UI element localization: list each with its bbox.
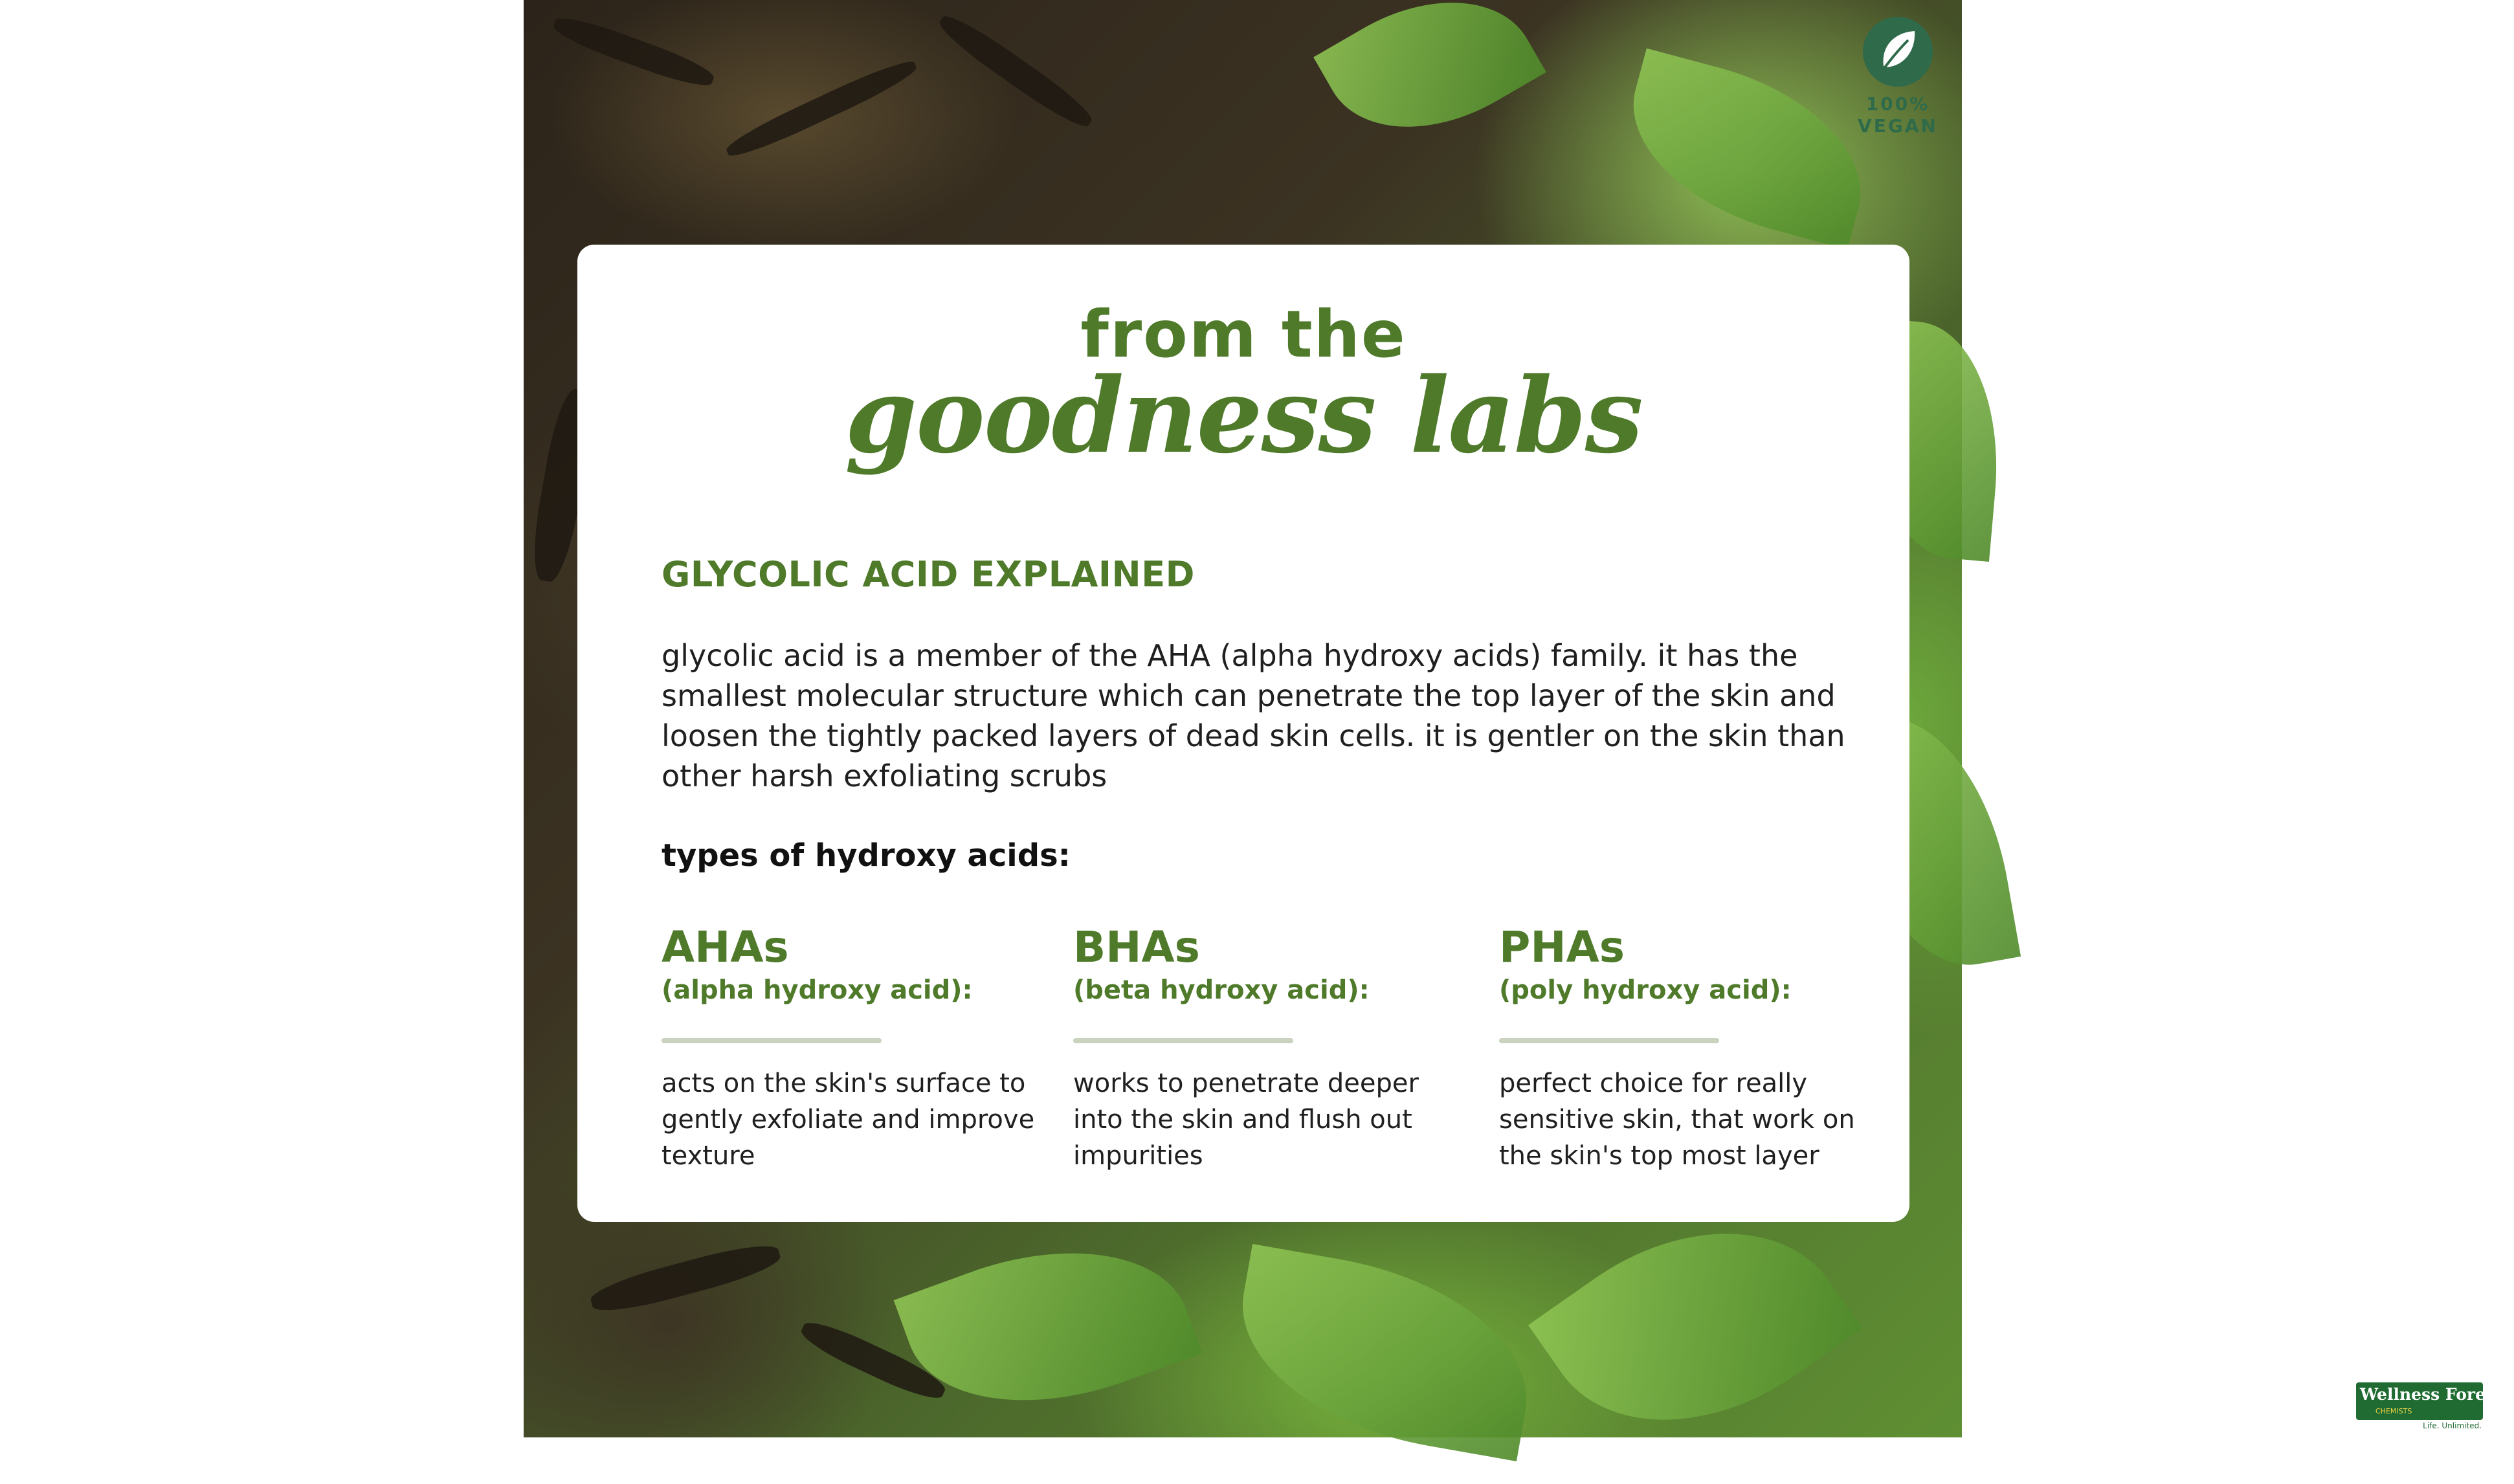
green-leaf xyxy=(894,1207,1203,1446)
heading-goodness-labs: goodness labs xyxy=(845,355,1642,476)
acid-column-pha xyxy=(1499,923,1881,1174)
acid-column-aha xyxy=(662,923,1043,1174)
divider xyxy=(1073,1038,1293,1043)
green-leaf xyxy=(1313,0,1546,170)
tea-twig xyxy=(588,1237,784,1319)
divider xyxy=(662,1038,882,1043)
tea-twig xyxy=(722,54,920,163)
intro-paragraph: glycolic acid is a member of the AHA (alpha hydroxy acids) family. it has the smallest molecular structure which can penetrate the top layer of the skin and loosen the tightly packed layers of dead skin cells. it is gentler on the skin than other harsh exfoliating scrubs xyxy=(662,638,1845,793)
acid-column-bha xyxy=(1073,923,1455,1174)
acid-subtitle: (beta hydroxy acid): xyxy=(1073,975,1370,1005)
acid-description: works to penetrate deeper into the skin and flush out impurities xyxy=(1073,1069,1419,1171)
store-tagline: Life. Unlimited. xyxy=(2423,1421,2482,1430)
acid-description: perfect choice for really sensitive skin, that work on the skin's top most layer xyxy=(1499,1069,1855,1171)
heading-from-the: from the xyxy=(1080,296,1407,372)
acid-name: AHAs xyxy=(662,922,789,972)
acid-subtitle: (alpha hydroxy acid): xyxy=(662,975,973,1005)
tea-twig xyxy=(550,11,717,93)
info-card xyxy=(577,245,1909,1222)
product-image xyxy=(524,0,1962,1437)
tea-twig xyxy=(934,8,1097,133)
section-title: GLYCOLIC ACID EXPLAINED xyxy=(662,554,1195,595)
green-leaf xyxy=(1223,1244,1546,1461)
store-logo-box xyxy=(2356,1382,2514,1420)
acid-subtitle: (poly hydroxy acid): xyxy=(1499,975,1792,1005)
vegan-label: 100% VEGAN xyxy=(1858,93,1938,137)
vegan-badge xyxy=(1856,16,1940,137)
acid-name: PHAs xyxy=(1499,922,1625,972)
acid-description: acts on the skin's surface to gently exfoliate and improve texture xyxy=(662,1069,1035,1171)
store-logo[interactable] xyxy=(2356,1382,2514,1430)
types-label: types of hydroxy acids: xyxy=(662,837,1071,874)
green-leaf xyxy=(1610,49,1884,250)
leaf-icon xyxy=(1862,16,1934,88)
acid-name: BHAs xyxy=(1073,922,1200,972)
divider xyxy=(1499,1038,1719,1043)
store-subtitle: CHEMISTS xyxy=(2375,1407,2412,1415)
store-name: Wellness Forever xyxy=(2360,1385,2514,1404)
